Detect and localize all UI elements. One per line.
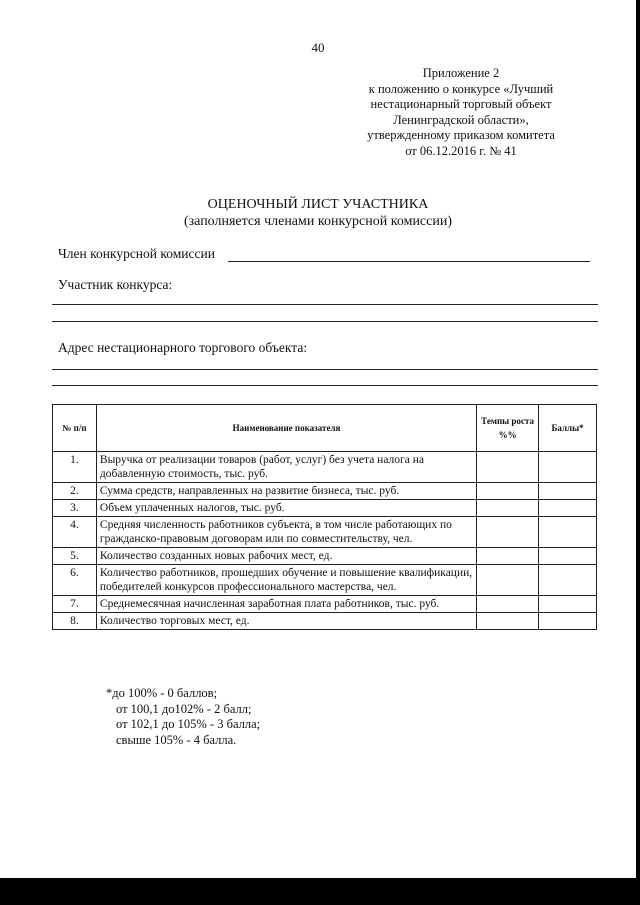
header-score: Баллы* [539, 405, 597, 452]
row-name: Объем уплаченных налогов, тыс. руб. [96, 500, 476, 517]
note-line: свыше 105% - 4 балла. [116, 732, 237, 747]
note-line: *до 100% - 0 баллов; [106, 686, 218, 700]
row-name: Сумма средств, направленных на развитие бизнеса, тыс. руб. [96, 483, 476, 500]
member-fill-line [228, 261, 590, 262]
row-num: 7. [53, 596, 97, 613]
member-label: Член конкурсной комиссии [58, 246, 215, 261]
note-line: от 100,1 до102% - 2 балл; [116, 701, 252, 716]
row-num: 3. [53, 500, 97, 517]
appendix-line: Приложение 2 [422, 66, 500, 80]
row-growth-cell [477, 613, 539, 630]
row-growth-cell [477, 565, 539, 596]
row-name: Средняя численность работников субъекта, в том числе работающих по гражданско-правовым договорам или по совместительству, чел. [96, 517, 476, 548]
row-num: 5. [53, 548, 97, 565]
row-growth-cell [477, 548, 539, 565]
appendix-block [356, 66, 566, 159]
appendix-line: нестационарный торговый объект [370, 97, 552, 111]
row-score-cell [539, 500, 597, 517]
row-growth-cell [477, 483, 539, 500]
document-title [0, 196, 636, 230]
title-main: ОЦЕНОЧНЫЙ ЛИСТ УЧАСТНИКА [207, 197, 429, 212]
table-header-row [53, 405, 597, 452]
title-sub: (заполняется членами конкурсной комиссии) [183, 214, 453, 229]
criteria-table [52, 404, 597, 630]
appendix-line: утвержденному приказом комитета [367, 128, 555, 142]
participant-label: Участник конкурса: [58, 277, 173, 292]
participant-fill-line [52, 304, 598, 305]
note-line: от 102,1 до 105% - 3 балла; [116, 717, 261, 731]
row-name: Количество работников, прошедших обучение и повышение квалификации, победителей конкурсов профессионального мастерства, чел. [96, 565, 476, 596]
row-score-cell [539, 483, 597, 500]
header-name: Наименование показателя [96, 405, 476, 452]
row-score-cell [539, 517, 597, 548]
table-row [53, 548, 597, 565]
address-label: Адрес нестационарного торгового объекта: [58, 340, 308, 355]
table-row [53, 596, 597, 613]
row-num: 6. [53, 565, 97, 596]
header-growth: Темпы роста %% [477, 405, 539, 452]
scoring-notes [106, 686, 260, 748]
table-row [53, 483, 597, 500]
row-num: 8. [53, 613, 97, 630]
table-row [53, 452, 597, 483]
row-growth-cell [477, 500, 539, 517]
row-num: 4. [53, 517, 97, 548]
row-score-cell [539, 565, 597, 596]
row-name: Среднемесячная начисленная заработная плата работников, тыс. руб. [96, 596, 476, 613]
row-score-cell [539, 596, 597, 613]
appendix-line: от 06.12.2016 г. № 41 [405, 143, 517, 158]
page-number: 40 [311, 40, 325, 55]
participant-fill-line [52, 321, 598, 322]
table-row [53, 613, 597, 630]
row-num: 2. [53, 483, 97, 500]
table-row [53, 500, 597, 517]
row-score-cell [539, 613, 597, 630]
row-name: Выручка от реализации товаров (работ, услуг) без учета налога на добавленную стоимость, тыс. руб. [96, 452, 476, 483]
row-score-cell [539, 548, 597, 565]
row-growth-cell [477, 596, 539, 613]
row-growth-cell [477, 452, 539, 483]
address-fill-line [52, 385, 598, 386]
row-num: 1. [53, 452, 97, 483]
header-num: № п/п [53, 405, 97, 452]
row-name: Количество торговых мест, ед. [96, 613, 476, 630]
table-row [53, 565, 597, 596]
appendix-line: Ленинградской области», [393, 112, 529, 127]
row-growth-cell [477, 517, 539, 548]
table-row [53, 517, 597, 548]
appendix-line: к положению о конкурсе «Лучший [368, 81, 554, 96]
row-name: Количество созданных новых рабочих мест, ед. [96, 548, 476, 565]
row-score-cell [539, 452, 597, 483]
address-fill-line [52, 369, 598, 370]
